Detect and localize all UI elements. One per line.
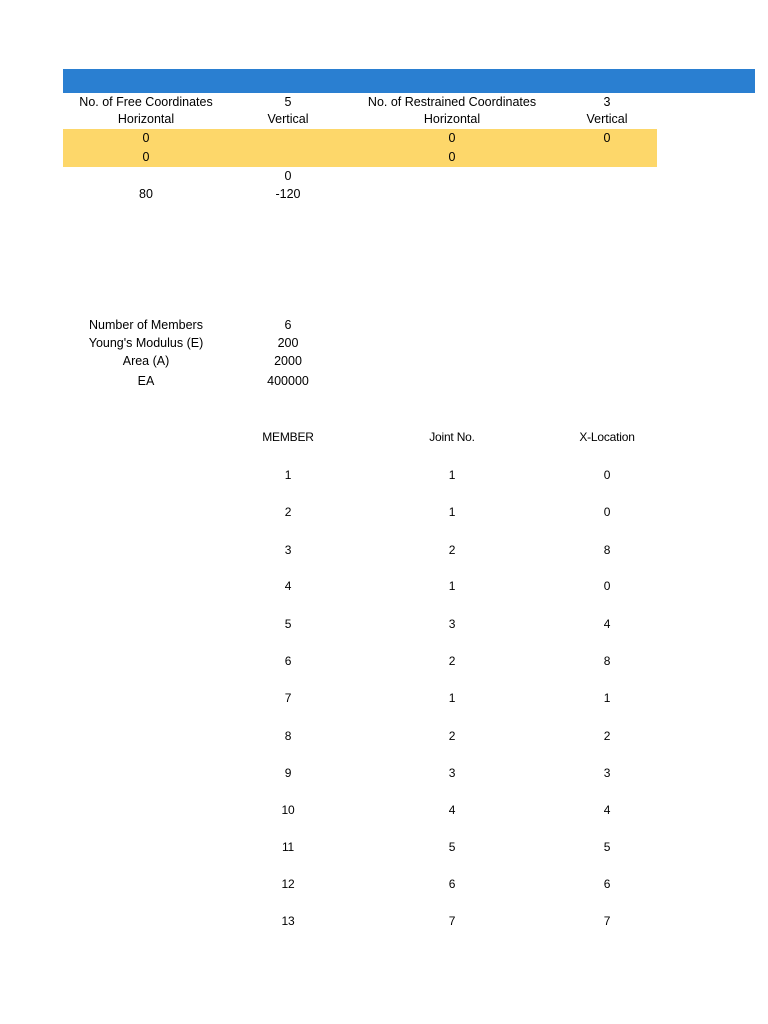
free-coords-label: No. of Free Coordinates	[79, 95, 213, 109]
joint-number-cell[interactable]: 2	[448, 729, 456, 743]
x-location-cell[interactable]: 0	[603, 468, 611, 482]
x-location-cell[interactable]: 0	[603, 505, 611, 519]
col-header-horizontal-restrained: Horizontal	[423, 112, 481, 126]
joint-number-cell[interactable]: 1	[448, 468, 456, 482]
joint-number-cell[interactable]: 2	[448, 543, 456, 557]
free-coords-value[interactable]: 5	[284, 95, 292, 109]
member-number-cell[interactable]: 9	[284, 766, 292, 780]
member-column-header: MEMBER	[262, 430, 314, 444]
joint-number-cell[interactable]: 2	[448, 654, 456, 668]
member-number-cell[interactable]: 5	[284, 617, 292, 631]
x-location-cell[interactable]: 8	[603, 543, 611, 557]
member-number-cell[interactable]: 12	[281, 877, 295, 891]
member-number-cell[interactable]: 7	[284, 691, 292, 705]
member-number-cell[interactable]: 3	[284, 543, 292, 557]
member-number-cell[interactable]: 1	[284, 468, 292, 482]
member-number-cell[interactable]: 10	[281, 803, 295, 817]
member-number-cell[interactable]: 13	[281, 914, 295, 928]
restrained-coords-value[interactable]: 3	[603, 95, 611, 109]
ea-value[interactable]: 400000	[267, 374, 309, 388]
joint-number-cell[interactable]: 1	[448, 579, 456, 593]
members-value[interactable]: 6	[284, 318, 292, 332]
members-label: Number of Members	[89, 318, 203, 332]
coord-cell[interactable]: 0	[142, 150, 150, 164]
joint-number-cell[interactable]: 1	[448, 505, 456, 519]
x-location-cell[interactable]: 4	[603, 617, 611, 631]
x-location-column-header: X-Location	[579, 430, 635, 444]
area-label: Area (A)	[122, 354, 170, 368]
x-location-cell[interactable]: 7	[603, 914, 611, 928]
col-header-horizontal-free: Horizontal	[117, 112, 175, 126]
x-location-cell[interactable]: 3	[603, 766, 611, 780]
member-number-cell[interactable]: 2	[284, 505, 292, 519]
col-header-vertical-restrained: Vertical	[586, 112, 628, 126]
x-location-cell[interactable]: 6	[603, 877, 611, 891]
x-location-cell[interactable]: 1	[603, 691, 611, 705]
coord-cell[interactable]: 0	[603, 131, 611, 145]
load-cell[interactable]: -120	[275, 187, 301, 201]
joint-column-header: Joint No.	[429, 430, 475, 444]
member-number-cell[interactable]: 11	[281, 840, 295, 854]
modulus-label: Young's Modulus (E)	[88, 336, 204, 350]
member-number-cell[interactable]: 4	[284, 579, 292, 593]
joint-number-cell[interactable]: 4	[448, 803, 456, 817]
joint-number-cell[interactable]: 1	[448, 691, 456, 705]
joint-number-cell[interactable]: 7	[448, 914, 456, 928]
x-location-cell[interactable]: 8	[603, 654, 611, 668]
coord-cell[interactable]: 0	[448, 150, 456, 164]
x-location-cell[interactable]: 0	[603, 579, 611, 593]
member-number-cell[interactable]: 6	[284, 654, 292, 668]
modulus-value[interactable]: 200	[277, 336, 299, 350]
header-bar	[63, 69, 755, 93]
restrained-coords-label: No. of Restrained Coordinates	[367, 95, 537, 109]
x-location-cell[interactable]: 5	[603, 840, 611, 854]
joint-number-cell[interactable]: 5	[448, 840, 456, 854]
joint-number-cell[interactable]: 3	[448, 766, 456, 780]
joint-number-cell[interactable]: 6	[448, 877, 456, 891]
col-header-vertical-free: Vertical	[267, 112, 309, 126]
coord-cell[interactable]: 0	[142, 131, 150, 145]
joint-number-cell[interactable]: 3	[448, 617, 456, 631]
coord-cell[interactable]: 0	[448, 131, 456, 145]
ea-label: EA	[137, 374, 155, 388]
highlighted-rows	[63, 129, 657, 167]
coord-cell[interactable]: 0	[284, 169, 292, 183]
x-location-cell[interactable]: 2	[603, 729, 611, 743]
area-value[interactable]: 2000	[274, 354, 302, 368]
x-location-cell[interactable]: 4	[603, 803, 611, 817]
member-number-cell[interactable]: 8	[284, 729, 292, 743]
load-cell[interactable]: 80	[139, 187, 153, 201]
